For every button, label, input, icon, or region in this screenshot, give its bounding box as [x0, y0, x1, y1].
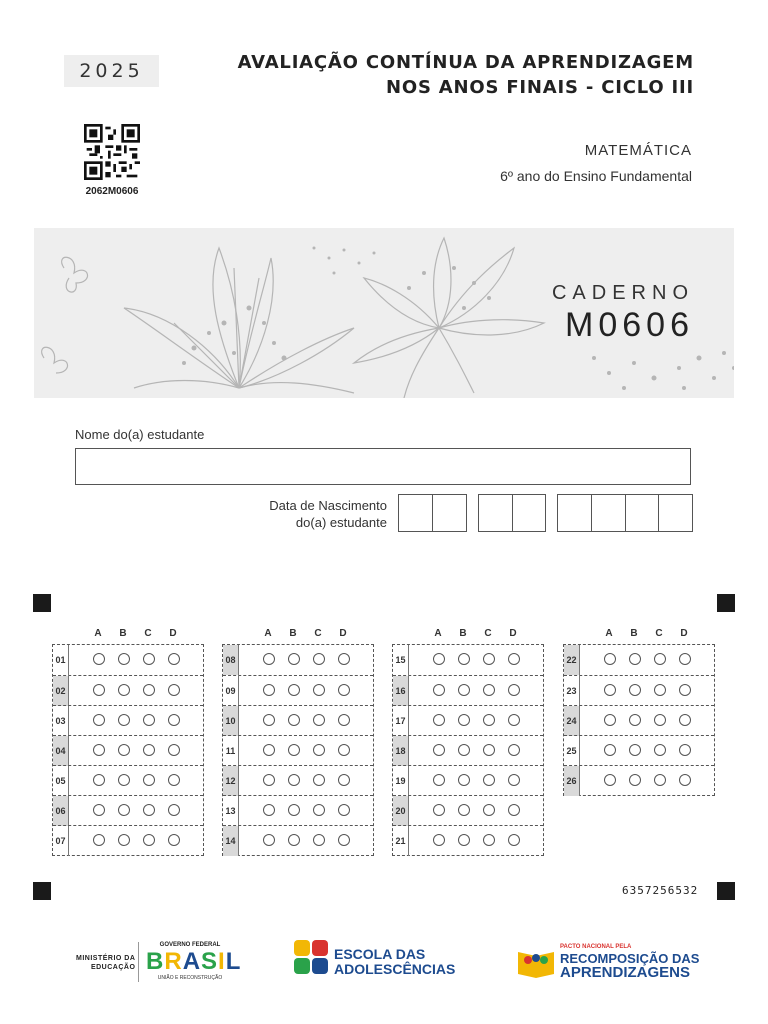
answer-bubble-d[interactable] [338, 653, 350, 665]
title-line-2: NOS ANOS FINAIS - CICLO III [386, 77, 694, 98]
answer-bubble-a[interactable] [604, 684, 616, 696]
question-number: 02 [53, 676, 69, 706]
answer-bubble-a[interactable] [604, 714, 616, 726]
qr-code-label: 2062M0606 [85, 186, 139, 197]
answer-bubble-d[interactable] [679, 744, 691, 756]
registration-mark [717, 882, 735, 900]
answer-bubble-d[interactable] [168, 834, 180, 846]
options-header [563, 628, 715, 642]
answer-bubble-b[interactable] [629, 714, 641, 726]
answer-bubble-d[interactable] [679, 774, 691, 786]
answer-bubble-b[interactable] [458, 744, 470, 756]
answer-bubble-d[interactable] [338, 804, 350, 816]
answer-bubble-a[interactable] [433, 684, 445, 696]
answer-bubble-c[interactable] [483, 834, 495, 846]
answer-bubble-c[interactable] [483, 774, 495, 786]
question-row [53, 765, 203, 796]
answer-bubble-a[interactable] [93, 774, 105, 786]
question-row [223, 645, 373, 675]
question-row [223, 735, 373, 766]
answer-bubble-b[interactable] [458, 714, 470, 726]
brasil-letter: A [182, 948, 202, 975]
option-letter: D [509, 628, 517, 639]
answer-bubble-b[interactable] [458, 834, 470, 846]
answer-bubble-a[interactable] [263, 804, 275, 816]
options-header [392, 628, 544, 642]
answer-bubble-c[interactable] [313, 653, 325, 665]
question-number: 09 [223, 676, 239, 706]
answer-bubble-c[interactable] [143, 804, 155, 816]
question-row [223, 675, 373, 706]
answer-bubble-b[interactable] [288, 714, 300, 726]
answer-bubble-c[interactable] [313, 744, 325, 756]
answer-bubble-c[interactable] [654, 714, 666, 726]
answer-bubble-a[interactable] [93, 744, 105, 756]
answer-bubble-c[interactable] [483, 804, 495, 816]
answer-bubble-b[interactable] [288, 684, 300, 696]
question-number: 24 [564, 706, 580, 736]
qr-code-icon [84, 124, 140, 180]
answer-bubble-d[interactable] [508, 774, 520, 786]
answer-bubble-c[interactable] [143, 714, 155, 726]
question-number: 11 [223, 736, 239, 766]
answer-bubble-d[interactable] [508, 653, 520, 665]
question-row [53, 705, 203, 736]
answer-bubble-a[interactable] [604, 774, 616, 786]
answer-bubble-a[interactable] [433, 653, 445, 665]
question-number: 08 [223, 645, 239, 675]
answer-bubble-a[interactable] [263, 744, 275, 756]
student-name-field[interactable] [75, 448, 691, 485]
pacto-logo-line-2: RECOMPOSIÇÃO DAS [560, 951, 700, 966]
question-row [393, 795, 543, 826]
question-number: 17 [393, 706, 409, 736]
answer-bubble-b[interactable] [458, 804, 470, 816]
title-line-1: AVALIAÇÃO CONTÍNUA DA APRENDIZAGEM [237, 52, 694, 73]
question-row [564, 765, 714, 796]
question-number: 12 [223, 766, 239, 796]
question-row [393, 645, 543, 675]
question-number: 18 [393, 736, 409, 766]
escola-logo-icon [294, 940, 330, 976]
birth-date-digit[interactable] [513, 495, 546, 531]
answer-bubble-d[interactable] [168, 684, 180, 696]
option-letter: A [264, 628, 272, 639]
answer-bubble-b[interactable] [458, 774, 470, 786]
birth-date-digit[interactable] [592, 495, 626, 531]
answer-bubble-b[interactable] [288, 834, 300, 846]
ministry-logo: MINISTÉRIO DA EDUCAÇÃO [76, 955, 136, 971]
question-row [564, 735, 714, 766]
answer-bubble-d[interactable] [508, 834, 520, 846]
answer-bubble-d[interactable] [508, 744, 520, 756]
question-number: 01 [53, 645, 69, 675]
answer-bubble-c[interactable] [654, 653, 666, 665]
answer-bubble-d[interactable] [338, 774, 350, 786]
registration-mark [717, 594, 735, 612]
answer-bubble-b[interactable] [118, 774, 130, 786]
government-label: GOVERNO FEDERAL [159, 942, 221, 948]
option-letter: B [459, 628, 467, 639]
question-number: 25 [564, 736, 580, 766]
answer-bubble-b[interactable] [288, 804, 300, 816]
question-row [393, 675, 543, 706]
answer-bubble-b[interactable] [629, 653, 641, 665]
option-letter: C [655, 628, 663, 639]
question-row [393, 705, 543, 736]
answer-bubble-a[interactable] [433, 714, 445, 726]
options-header [52, 628, 204, 642]
answer-bubble-d[interactable] [168, 714, 180, 726]
birth-day-field[interactable] [398, 494, 467, 532]
question-row [223, 795, 373, 826]
answer-bubble-b[interactable] [458, 684, 470, 696]
government-slogan: UNIÃO E RECONSTRUÇÃO [157, 975, 223, 981]
answer-bubble-c[interactable] [313, 834, 325, 846]
answer-bubble-c[interactable] [143, 653, 155, 665]
answer-bubble-b[interactable] [288, 774, 300, 786]
birth-date-digit[interactable] [433, 495, 466, 531]
answer-bubble-a[interactable] [263, 714, 275, 726]
question-number: 05 [53, 766, 69, 796]
grade-label: 6º ano do Ensino Fundamental [500, 168, 692, 184]
answer-bubble-d[interactable] [679, 653, 691, 665]
answer-bubble-a[interactable] [433, 804, 445, 816]
answer-bubble-a[interactable] [433, 774, 445, 786]
option-letter: C [484, 628, 492, 639]
answer-bubble-c[interactable] [483, 653, 495, 665]
answer-bubble-a[interactable] [93, 714, 105, 726]
answer-bubble-c[interactable] [143, 774, 155, 786]
answer-bubble-a[interactable] [263, 834, 275, 846]
answer-bubble-d[interactable] [338, 744, 350, 756]
question-row [53, 735, 203, 766]
answer-bubble-b[interactable] [629, 774, 641, 786]
question-number: 26 [564, 766, 580, 796]
option-letter: B [630, 628, 638, 639]
escola-logo-line-1: ESCOLA DAS [334, 946, 426, 962]
question-number: 10 [223, 706, 239, 736]
answer-bubble-d[interactable] [168, 774, 180, 786]
question-number: 07 [53, 826, 69, 856]
answer-bubble-b[interactable] [288, 744, 300, 756]
birth-month-field[interactable] [478, 494, 546, 532]
answer-bubble-c[interactable] [143, 684, 155, 696]
answer-bubble-c[interactable] [313, 804, 325, 816]
birth-date-digit[interactable] [399, 495, 433, 531]
brasil-letter: R [164, 948, 183, 975]
question-number: 21 [393, 826, 409, 856]
question-number: 13 [223, 796, 239, 826]
brasil-letter: S [201, 948, 219, 975]
answer-bubble-d[interactable] [508, 804, 520, 816]
answer-bubble-a[interactable] [93, 834, 105, 846]
birth-date-digit[interactable] [558, 495, 592, 531]
question-row [393, 825, 543, 856]
answer-bubble-a[interactable] [604, 653, 616, 665]
option-letter: A [605, 628, 613, 639]
answer-bubble-a[interactable] [263, 774, 275, 786]
brasil-letter: L [225, 948, 242, 975]
answer-bubble-b[interactable] [118, 804, 130, 816]
question-row [53, 645, 203, 675]
answer-bubble-c[interactable] [143, 744, 155, 756]
answer-bubble-d[interactable] [508, 714, 520, 726]
option-letter: C [144, 628, 152, 639]
answer-bubble-b[interactable] [629, 744, 641, 756]
answer-bubble-c[interactable] [313, 684, 325, 696]
answer-bubble-d[interactable] [168, 653, 180, 665]
answer-bubble-b[interactable] [288, 653, 300, 665]
question-row [564, 675, 714, 706]
answer-bubble-c[interactable] [654, 684, 666, 696]
answer-bubble-a[interactable] [93, 684, 105, 696]
student-name-label: Nome do(a) estudante [75, 427, 205, 442]
question-row [564, 645, 714, 675]
subject-label: MATEMÁTICA [584, 142, 692, 159]
registration-mark [33, 594, 51, 612]
answer-bubble-a[interactable] [93, 804, 105, 816]
answer-bubble-b[interactable] [118, 684, 130, 696]
answer-grid [222, 644, 374, 856]
pacto-logo-line-1: PACTO NACIONAL PELA [560, 944, 632, 950]
question-row [393, 735, 543, 766]
birth-date-digit[interactable] [626, 495, 660, 531]
question-number: 19 [393, 766, 409, 796]
option-letter: A [434, 628, 442, 639]
question-row [223, 765, 373, 796]
answer-bubble-c[interactable] [143, 834, 155, 846]
answer-bubble-c[interactable] [313, 714, 325, 726]
option-letter: D [169, 628, 177, 639]
answer-bubble-d[interactable] [679, 684, 691, 696]
option-letter: D [680, 628, 688, 639]
question-number: 03 [53, 706, 69, 736]
answer-bubble-d[interactable] [679, 714, 691, 726]
pacto-logo-icon [516, 944, 556, 978]
escola-logo-line-2: ADOLESCÊNCIAS [334, 961, 456, 977]
birth-year-field[interactable] [557, 494, 693, 532]
answer-bubble-a[interactable] [263, 684, 275, 696]
answer-bubble-b[interactable] [118, 834, 130, 846]
answer-bubble-b[interactable] [118, 714, 130, 726]
answer-bubble-a[interactable] [263, 653, 275, 665]
answer-bubble-b[interactable] [458, 653, 470, 665]
answer-bubble-a[interactable] [93, 653, 105, 665]
option-letter: B [289, 628, 297, 639]
question-number: 16 [393, 676, 409, 706]
answer-grid [52, 644, 204, 856]
question-row [53, 675, 203, 706]
question-number: 15 [393, 645, 409, 675]
answer-bubble-d[interactable] [168, 804, 180, 816]
question-row [53, 825, 203, 856]
answer-bubble-c[interactable] [483, 714, 495, 726]
logo-divider [138, 942, 139, 982]
answer-bubble-c[interactable] [654, 774, 666, 786]
answer-bubble-c[interactable] [313, 774, 325, 786]
question-row [564, 705, 714, 736]
question-number: 22 [564, 645, 580, 675]
year-text: 2025 [79, 60, 144, 82]
option-letter: B [119, 628, 127, 639]
serial-number: 6357256532 [622, 884, 699, 897]
answer-bubble-c[interactable] [483, 744, 495, 756]
birth-date-digit[interactable] [659, 495, 692, 531]
question-row [223, 705, 373, 736]
answer-bubble-d[interactable] [338, 684, 350, 696]
brasil-letter: B [146, 948, 165, 975]
booklet-code: M0606 [565, 306, 694, 344]
answer-bubble-a[interactable] [433, 834, 445, 846]
question-row [223, 825, 373, 856]
answer-bubble-a[interactable] [604, 744, 616, 756]
answer-bubble-d[interactable] [338, 714, 350, 726]
question-number: 23 [564, 676, 580, 706]
question-number: 14 [223, 826, 239, 856]
registration-mark [33, 882, 51, 900]
page-title [238, 50, 694, 100]
answer-bubble-c[interactable] [483, 684, 495, 696]
question-number: 06 [53, 796, 69, 826]
answer-bubble-c[interactable] [654, 744, 666, 756]
birth-date-label: Data de Nascimento do(a) estudante [269, 498, 387, 530]
answer-grid [563, 644, 715, 796]
answer-bubble-d[interactable] [168, 744, 180, 756]
answer-bubble-b[interactable] [118, 744, 130, 756]
pacto-logo-line-3: APRENDIZAGENS [560, 964, 691, 981]
options-header [222, 628, 374, 642]
booklet-label: CADERNO [551, 282, 694, 304]
option-letter: D [339, 628, 347, 639]
answer-bubble-b[interactable] [118, 653, 130, 665]
answer-bubble-a[interactable] [433, 744, 445, 756]
question-number: 20 [393, 796, 409, 826]
answer-bubble-d[interactable] [508, 684, 520, 696]
answer-grid [392, 644, 544, 856]
brasil-logo [146, 948, 241, 976]
question-number: 04 [53, 736, 69, 766]
answer-bubble-d[interactable] [338, 834, 350, 846]
brasil-letter: I [218, 948, 226, 975]
question-row [393, 765, 543, 796]
answer-bubble-b[interactable] [629, 684, 641, 696]
birth-date-digit[interactable] [479, 495, 513, 531]
question-row [53, 795, 203, 826]
option-letter: A [94, 628, 102, 639]
option-letter: C [314, 628, 322, 639]
